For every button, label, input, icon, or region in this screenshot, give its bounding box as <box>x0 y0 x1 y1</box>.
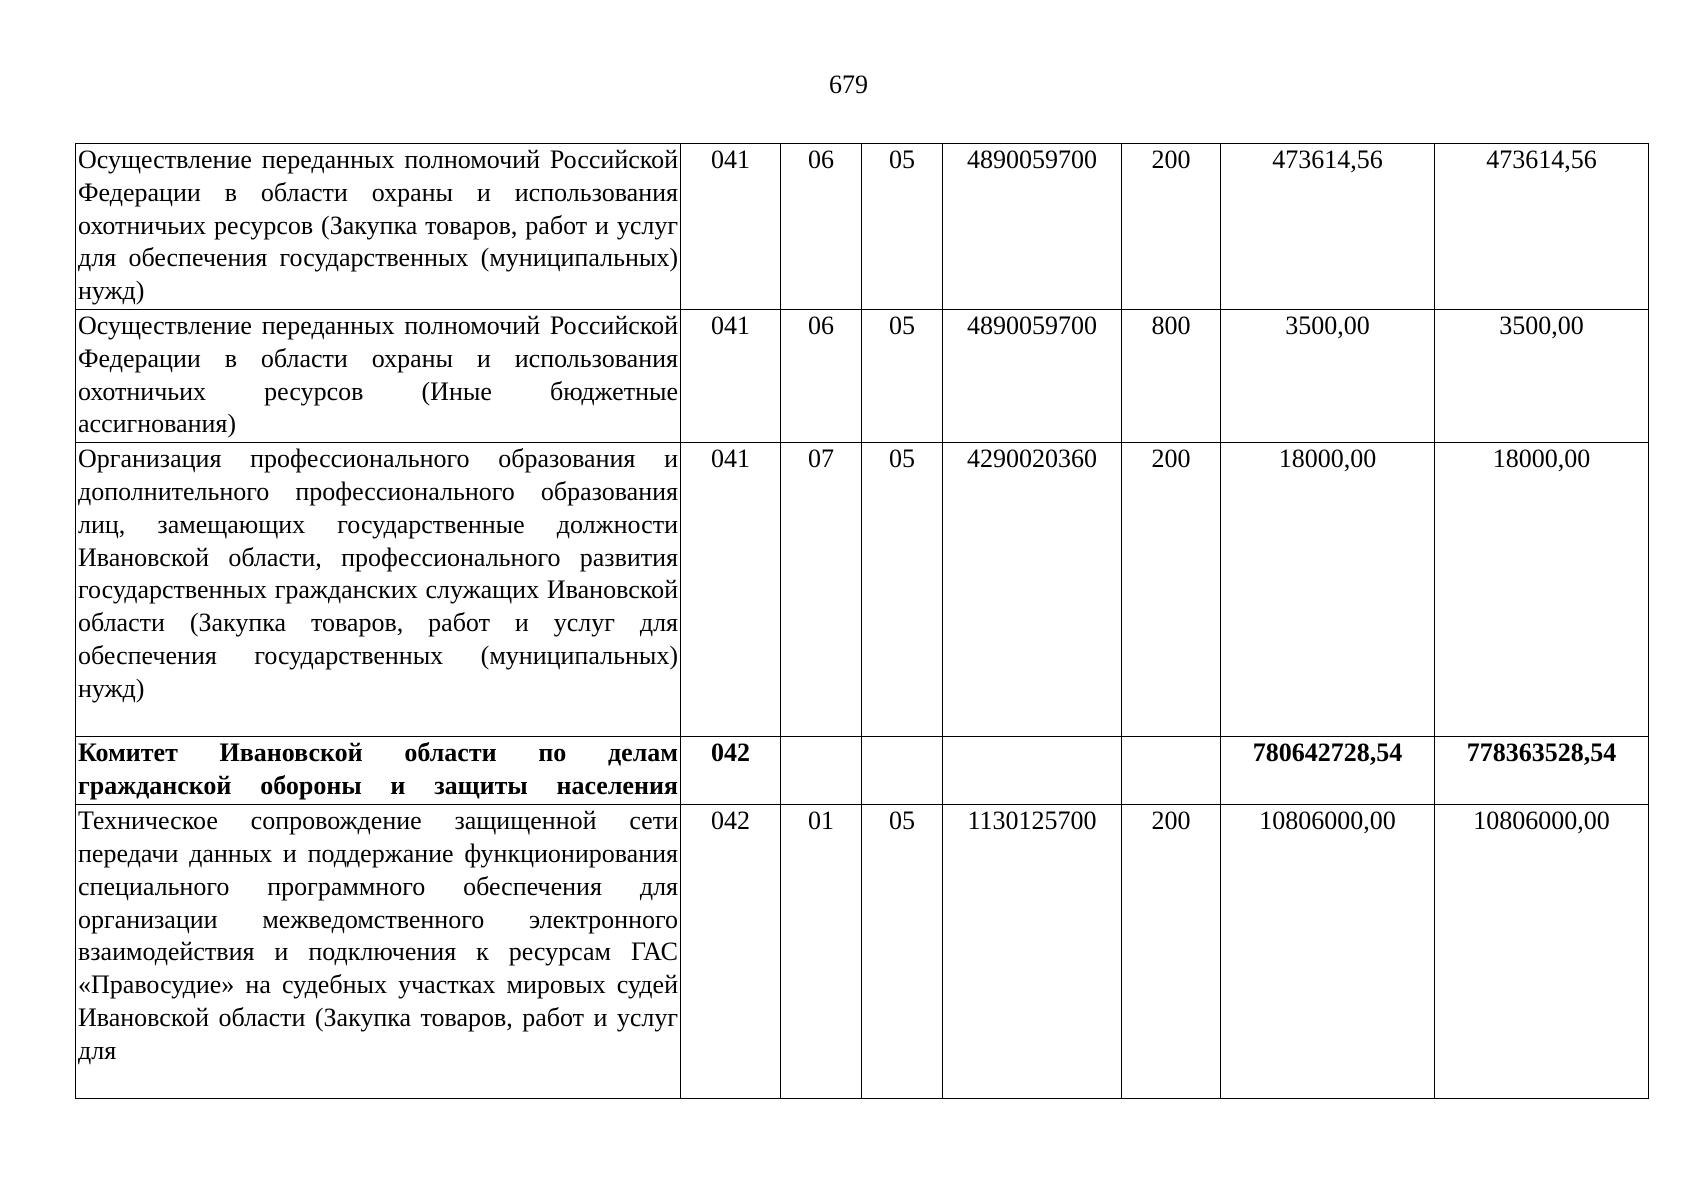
amount-year-1: 780642728,54 <box>1221 737 1435 805</box>
table-row <box>76 805 1649 1099</box>
amount-year-2: 3500,00 <box>1435 309 1649 442</box>
subsection-code: 05 <box>862 443 943 737</box>
expense-type-code: 200 <box>1122 443 1221 737</box>
row-description: Комитет Ивановской области по делам гражданской обороны и защиты населения <box>76 737 681 805</box>
ministry-code: 041 <box>681 144 781 310</box>
table-row <box>76 443 1649 737</box>
subsection-code <box>862 737 943 805</box>
row-description: Техническое сопровождение защищенной сети передачи данных и поддержание функционирования специального программного обеспечения для организации межведомственного электронного взаимодействия и подключения к ресурсам ГАС «Правосудие» на судебных участках мировых судей Ивановской области (Закупка товаров, работ и услуг для <box>76 805 681 1099</box>
amount-year-1: 473614,56 <box>1221 144 1435 310</box>
amount-year-2: 18000,00 <box>1435 443 1649 737</box>
target-article-code: 1130125700 <box>943 805 1122 1099</box>
expense-type-code: 200 <box>1122 144 1221 310</box>
amount-year-2: 778363528,54 <box>1435 737 1649 805</box>
amount-year-1: 18000,00 <box>1221 443 1435 737</box>
expense-type-code <box>1122 737 1221 805</box>
section-code: 01 <box>781 805 862 1099</box>
amount-year-1: 10806000,00 <box>1221 805 1435 1099</box>
subsection-code: 05 <box>862 309 943 442</box>
target-article-code: 4290020360 <box>943 443 1122 737</box>
target-article-code: 4890059700 <box>943 309 1122 442</box>
ministry-code: 042 <box>681 737 781 805</box>
table-row <box>76 309 1649 442</box>
amount-year-2: 10806000,00 <box>1435 805 1649 1099</box>
page-number: 679 <box>829 70 868 99</box>
ministry-code: 042 <box>681 805 781 1099</box>
row-description: Осуществление переданных полномочий Российской Федерации в области охраны и использования охотничьих ресурсов (Иные бюджетные ассигнования) <box>76 309 681 442</box>
target-article-code <box>943 737 1122 805</box>
row-description: Организация профессионального образования и дополнительного профессионального образования лиц, замещающих государственные должности Ивановской области, профессионального развития государственных гражданских служащих Ивановской области (Закупка товаров, работ и услуг для обеспечения государственных (муниципальных) нужд) <box>76 443 681 737</box>
section-code: 06 <box>781 309 862 442</box>
subsection-code: 05 <box>862 144 943 310</box>
amount-year-1: 3500,00 <box>1221 309 1435 442</box>
target-article-code: 4890059700 <box>943 144 1122 310</box>
table-row <box>76 144 1649 310</box>
ministry-code: 041 <box>681 309 781 442</box>
row-description: Осуществление переданных полномочий Российской Федерации в области охраны и использования охотничьих ресурсов (Закупка товаров, работ и услуг для обеспечения государственных (муниципальных) нужд) <box>76 144 681 310</box>
amount-year-2: 473614,56 <box>1435 144 1649 310</box>
expense-type-code: 200 <box>1122 805 1221 1099</box>
section-code: 06 <box>781 144 862 310</box>
subsection-code: 05 <box>862 805 943 1099</box>
expense-type-code: 800 <box>1122 309 1221 442</box>
ministry-code: 041 <box>681 443 781 737</box>
section-code <box>781 737 862 805</box>
budget-table <box>75 143 1649 1099</box>
table-row-header-committee <box>76 737 1649 805</box>
section-code: 07 <box>781 443 862 737</box>
